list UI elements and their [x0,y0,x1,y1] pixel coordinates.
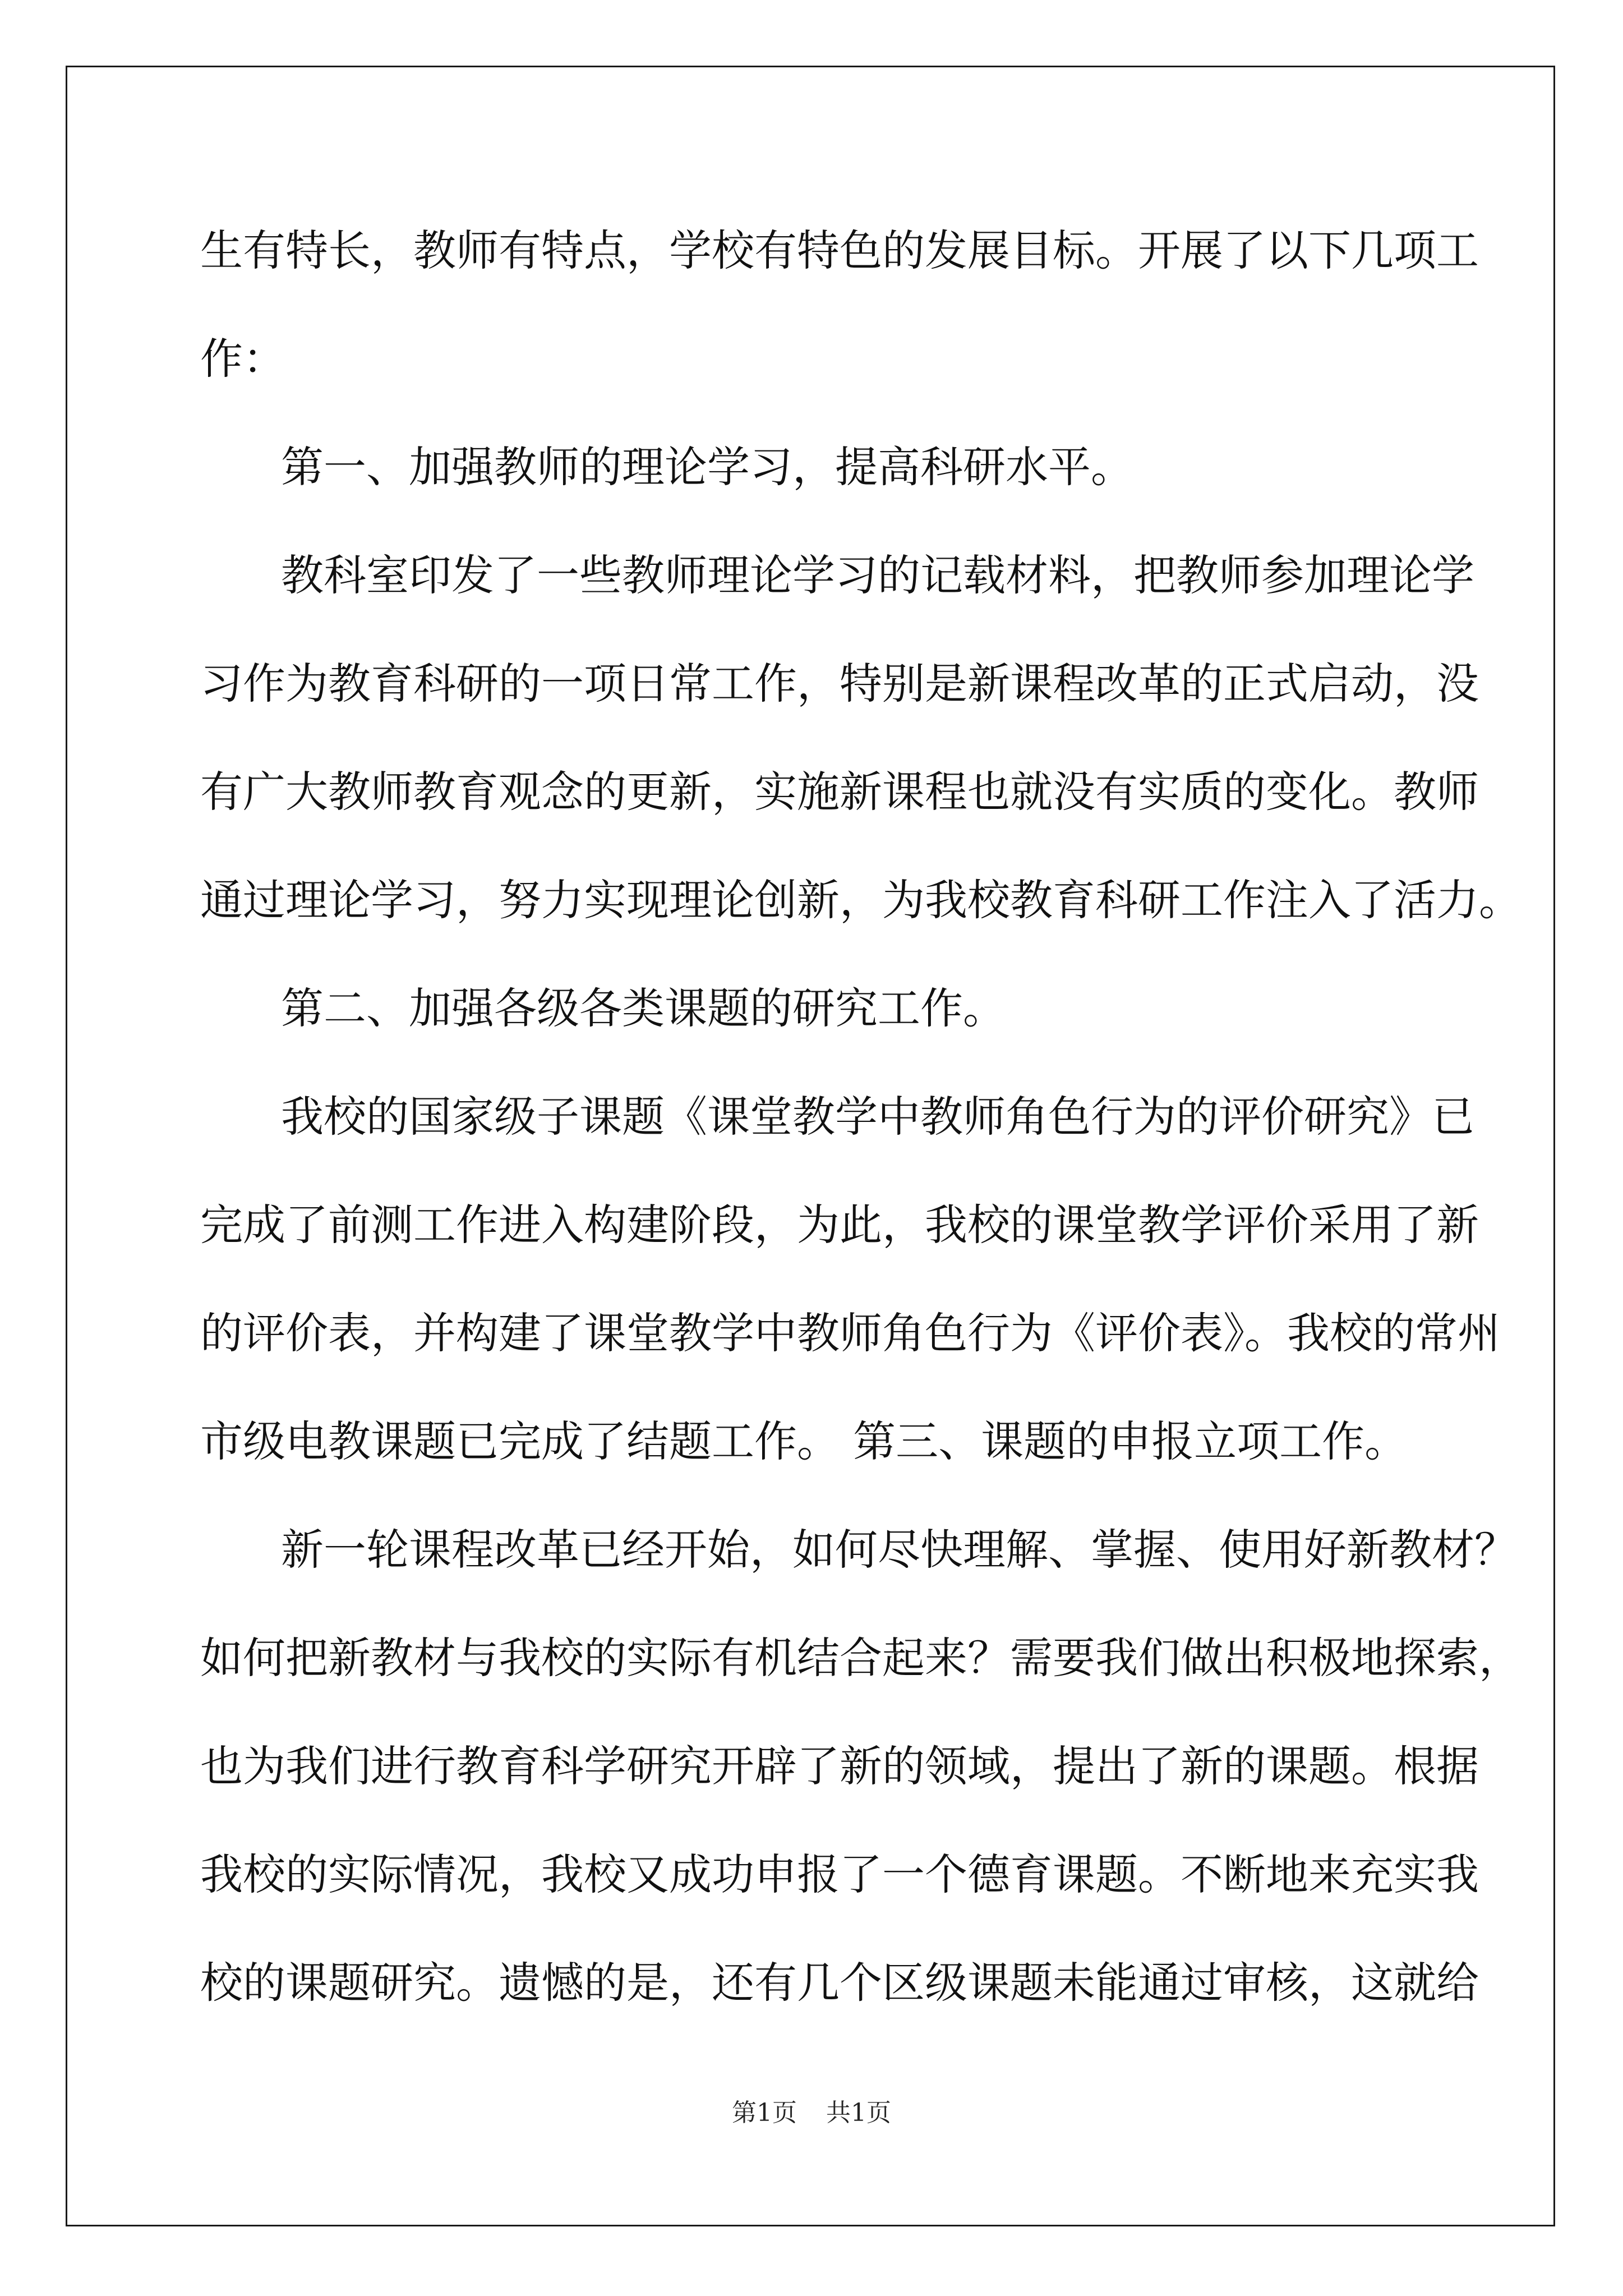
section-heading: 第一、加强教师的理论学习，提高科研水平。 [281,442,1133,492]
text-line: 新一轮课程改革已经开始，如何尽快理解、掌握、使用好新教材？ [281,1525,1517,1575]
text-line: 生有特长，教师有特点，学校有特色的发展目标。开展了以下几项工 [200,226,1479,275]
page-total: 共1页 [826,2099,891,2127]
text-line: 作： [200,334,285,384]
text-line: 我校的国家级子课题《课堂教学中教师角色行为的评价研究》已 [281,1092,1474,1142]
text-line: 通过理论学习，努力实现理论创新，为我校教育科研工作注入了活力。 [200,875,1521,925]
text-line: 也为我们进行教育科学研究开辟了新的领域，提出了新的课题。根据 [200,1741,1479,1791]
text-line: 校的课题研究。遗憾的是，还有几个区级课题未能通过审核，这就给 [200,1958,1479,2008]
page-number: 第1页 [732,2099,797,2127]
page-footer [0,2092,1623,2128]
text-line: 市级电教课题已完成了结题工作。 第三、课题的申报立项工作。 [200,1416,1408,1466]
text-line: 的评价表，并构建了课堂教学中教师角色行为《评价表》。我校的常州 [200,1308,1500,1358]
section-heading: 第二、加强各级各类课题的研究工作。 [281,983,1006,1033]
text-line: 习作为教育科研的一项日常工作，特别是新课程改革的正式启动，没 [200,659,1479,708]
text-line: 教科室印发了一些教师理论学习的记载材料，把教师参加理论学 [281,550,1474,600]
text-line: 有广大教师教育观念的更新，实施新课程也就没有实质的变化。教师 [200,767,1479,817]
text-line: 完成了前测工作进入构建阶段，为此，我校的课堂教学评价采用了新 [200,1200,1479,1250]
text-line: 我校的实际情况，我校又成功申报了一个德育课题。不断地来充实我 [200,1849,1479,1899]
text-line: 如何把新教材与我校的实际有机结合起来？需要我们做出积极地探索， [200,1633,1521,1683]
